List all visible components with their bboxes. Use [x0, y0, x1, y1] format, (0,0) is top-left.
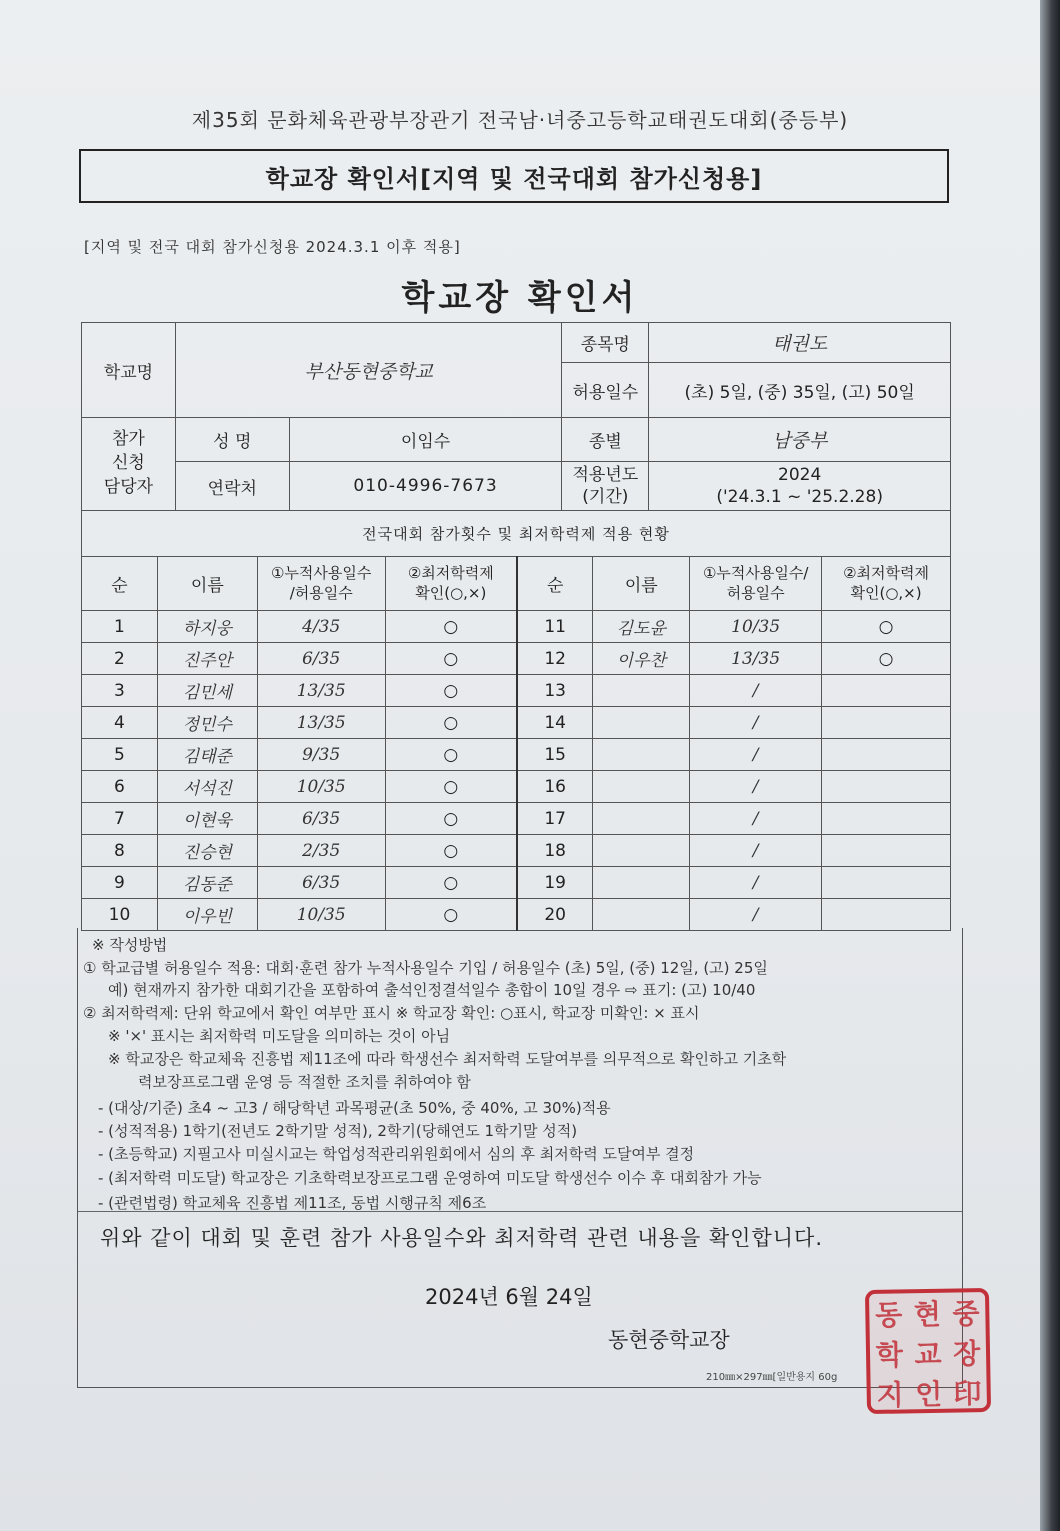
row-no-right: 15: [517, 739, 593, 771]
row-name: 이우빈: [157, 899, 257, 931]
notes-line-1: ① 학교급별 허용일수 적용: 대회·훈련 참가 누적사용일수 기입 / 허용일수 (초) 5일, (중) 12일, (고) 25일: [83, 959, 768, 977]
background-shadow: [1040, 0, 1060, 1531]
row-name: 김동준: [157, 867, 257, 899]
row-minimum-mark: ○: [385, 771, 517, 803]
row-minimum-mark-right: [822, 771, 951, 803]
row-days-right: /: [690, 675, 822, 707]
header-no-right: 순: [517, 557, 593, 611]
row-name-right: [593, 739, 690, 771]
row-no: 9: [82, 867, 158, 899]
row-name: 이현욱: [157, 803, 257, 835]
row-no-right: 17: [517, 803, 593, 835]
event-title: 제35회 문화체육관광부장관기 전국남·녀중고등학교태권도대회(중등부): [191, 108, 849, 132]
notes-line-3: ② 최저학력제: 단위 학교에서 확인 여부만 표시 ※ 학교장 확인: ○표시, 학교장 미확인: × 표시: [83, 1004, 700, 1022]
notes-line-5: ※ 학교장은 학교체육 진흥법 제11조에 따라 학생선수 최저학력 도달여부를 의무적으로 확인하고 기초학: [108, 1050, 787, 1068]
header-minimum-right: ②최저학력제 확인(○,×): [822, 557, 951, 611]
table-row: [82, 611, 951, 643]
notes-divider: [78, 1211, 962, 1212]
row-name-right: [593, 835, 690, 867]
row-days: 10/35: [257, 771, 385, 803]
row-minimum-mark: ○: [385, 867, 517, 899]
seal-glyph: 중: [952, 1297, 980, 1331]
writing-instructions: [77, 928, 963, 1388]
row-minimum-mark-right: ○: [822, 643, 951, 675]
notes-line-7: - (대상/기준) 초4 ~ 고3 / 해당학년 과목평균(초 50%, 중 40%, 고 30%)적용: [98, 1099, 611, 1117]
table-row: [82, 675, 951, 707]
phone-label: 연락처: [175, 462, 289, 511]
seal-glyph: 印: [953, 1377, 982, 1411]
row-days: 9/35: [257, 739, 385, 771]
notes-line-2: 예) 현재까지 참가한 대회기간을 포함하여 출석인정결석일수 총합이 10일 경우 ⇨ 표기: (고) 10/40: [108, 981, 756, 999]
header-name: 이름: [157, 557, 257, 611]
row-name-right: [593, 675, 690, 707]
row-name: 진승현: [157, 835, 257, 867]
applies-note: [지역 및 전국 대회 참가신청용 2024.3.1 이후 적용]: [84, 238, 461, 256]
row-days: 6/35: [257, 643, 385, 675]
table-row: [82, 835, 951, 867]
main-title: 학교장 확인서: [401, 278, 639, 318]
sport-label: 종목명: [562, 323, 649, 363]
row-no: 1: [82, 611, 158, 643]
row-name-right: [593, 771, 690, 803]
seal-glyph: 동: [874, 1298, 903, 1332]
row-no-right: 16: [517, 771, 593, 803]
confirmation-statement: 위와 같이 대회 및 훈련 참가 사용일수와 최저학력 관련 내용을 확인합니다.: [100, 1226, 824, 1250]
allowed-value: (초) 5일, (중) 35일, (고) 50일: [649, 363, 951, 418]
row-no: 8: [82, 835, 158, 867]
school-label: 학교명: [82, 323, 176, 418]
row-name-right: [593, 803, 690, 835]
notes-line-10: - (최저학력 미도달) 학교장은 기초학력보장프로그램 운영하여 미도달 학생선수 이수 후 대회참가 가능: [98, 1169, 762, 1187]
seal-glyph: 학: [875, 1338, 904, 1372]
row-minimum-mark: ○: [385, 835, 517, 867]
row-minimum-mark: ○: [385, 803, 517, 835]
row-days: 13/35: [257, 707, 385, 739]
row-no: 3: [82, 675, 158, 707]
info-table: [81, 322, 951, 511]
row-minimum-mark-right: [822, 835, 951, 867]
row-minimum-mark-right: [822, 803, 951, 835]
roster-body: [82, 611, 951, 931]
row-name-right: [593, 867, 690, 899]
row-days-right: /: [690, 803, 822, 835]
table-row: [82, 867, 951, 899]
name-label: 성 명: [175, 418, 289, 462]
allowed-label: 허용일수: [562, 363, 649, 418]
row-days-right: /: [690, 707, 822, 739]
paper-size-note: 210㎜×297㎜[일반용지 60g: [706, 1372, 838, 1383]
form-title: 학교장 확인서[지역 및 전국대회 참가신청용]: [79, 149, 949, 203]
phone-value: 010-4996-7673: [289, 462, 562, 511]
seal-glyph: 인: [914, 1377, 943, 1412]
row-minimum-mark: ○: [385, 899, 517, 931]
row-no-right: 12: [517, 643, 593, 675]
row-no: 2: [82, 643, 158, 675]
notes-line-11: - (관련법령) 학교체육 진흥법 제11조, 동법 시행규칙 제6조: [98, 1194, 487, 1212]
status-title: 전국대회 참가횟수 및 최저학력제 적용 현황: [82, 511, 951, 557]
row-no: 4: [82, 707, 158, 739]
row-days-right: 13/35: [690, 643, 822, 675]
row-no: 5: [82, 739, 158, 771]
row-no-right: 19: [517, 867, 593, 899]
row-name: 서석진: [157, 771, 257, 803]
row-minimum-mark-right: [822, 899, 951, 931]
table-row: [82, 771, 951, 803]
row-days-right: /: [690, 771, 822, 803]
row-name-right: 김도윤: [593, 611, 690, 643]
row-minimum-mark-right: [822, 867, 951, 899]
status-title-row: [81, 510, 951, 556]
row-name: 김태준: [157, 739, 257, 771]
row-minimum-mark-right: [822, 707, 951, 739]
principal-signature: 동현중학교장: [608, 1328, 730, 1352]
row-no: 10: [82, 899, 158, 931]
row-minimum-mark: ○: [385, 739, 517, 771]
row-days: 13/35: [257, 675, 385, 707]
row-no-right: 18: [517, 835, 593, 867]
row-minimum-mark-right: [822, 675, 951, 707]
row-days-right: 10/35: [690, 611, 822, 643]
row-days-right: /: [690, 835, 822, 867]
sport-value: 태권도: [649, 323, 951, 363]
row-no-right: 13: [517, 675, 593, 707]
row-no-right: 20: [517, 899, 593, 931]
notes-line-6: 력보장프로그램 운영 등 적절한 조치를 취하여야 함: [138, 1073, 471, 1091]
row-name: 김민세: [157, 675, 257, 707]
notes-line-9: - (초등학교) 지필고사 미실시교는 학업성적관리위원회에서 심의 후 최저학력 도달여부 결정: [98, 1145, 695, 1163]
row-days: 6/35: [257, 803, 385, 835]
row-no: 6: [82, 771, 158, 803]
row-minimum-mark: ○: [385, 675, 517, 707]
signature-date: 2024년 6월 24일: [425, 1285, 593, 1309]
division-value: 남중부: [649, 418, 951, 462]
table-row: [82, 643, 951, 675]
division-label: 종별: [562, 418, 649, 462]
table-row: [82, 739, 951, 771]
header-minimum: ②최저학력제 확인(○,×): [385, 557, 517, 611]
contact-group-label: 참가 신청 담당자: [82, 418, 176, 511]
header-days-right: ①누적사용일수/ 허용일수: [690, 557, 822, 611]
name-value: 이임수: [289, 418, 562, 462]
row-name: 하지웅: [157, 611, 257, 643]
row-days-right: /: [690, 739, 822, 771]
school-value: 부산동현중학교: [175, 323, 562, 418]
row-no: 7: [82, 803, 158, 835]
row-name-right: [593, 899, 690, 931]
row-days: 6/35: [257, 867, 385, 899]
row-days-right: /: [690, 867, 822, 899]
school-seal-stamp: [865, 1288, 991, 1414]
row-minimum-mark-right: [822, 739, 951, 771]
header-days: ①누적사용일수 /허용일수: [257, 557, 385, 611]
row-minimum-mark-right: ○: [822, 611, 951, 643]
seal-glyph: 현: [913, 1297, 942, 1332]
roster-table: [81, 556, 951, 931]
row-name-right: [593, 707, 690, 739]
row-days-right: /: [690, 899, 822, 931]
seal-glyph: 교: [914, 1337, 942, 1372]
table-row: [82, 899, 951, 931]
header-name-right: 이름: [593, 557, 690, 611]
row-minimum-mark: ○: [385, 643, 517, 675]
year-label: 적용년도 (기간): [562, 462, 649, 511]
notes-heading: ※ 작성방법: [92, 936, 168, 954]
row-name: 정민수: [157, 707, 257, 739]
row-days: 2/35: [257, 835, 385, 867]
table-row: [82, 707, 951, 739]
seal-glyph: 지: [876, 1378, 904, 1412]
year-value: 2024 ('24.3.1 ~ '25.2.28): [649, 462, 951, 511]
table-row: [82, 803, 951, 835]
row-days: 10/35: [257, 899, 385, 931]
notes-line-4: ※ '×' 표시는 최저학력 미도달을 의미하는 것이 아님: [108, 1027, 451, 1045]
seal-glyph: 장: [952, 1337, 981, 1371]
row-days: 4/35: [257, 611, 385, 643]
row-no-right: 11: [517, 611, 593, 643]
row-minimum-mark: ○: [385, 707, 517, 739]
row-no-right: 14: [517, 707, 593, 739]
notes-line-8: - (성적적용) 1학기(전년도 2학기말 성적), 2학기(당해연도 1학기말 성적): [98, 1122, 578, 1140]
row-minimum-mark: ○: [385, 611, 517, 643]
row-name: 진주안: [157, 643, 257, 675]
row-name-right: 이우찬: [593, 643, 690, 675]
header-no: 순: [82, 557, 158, 611]
